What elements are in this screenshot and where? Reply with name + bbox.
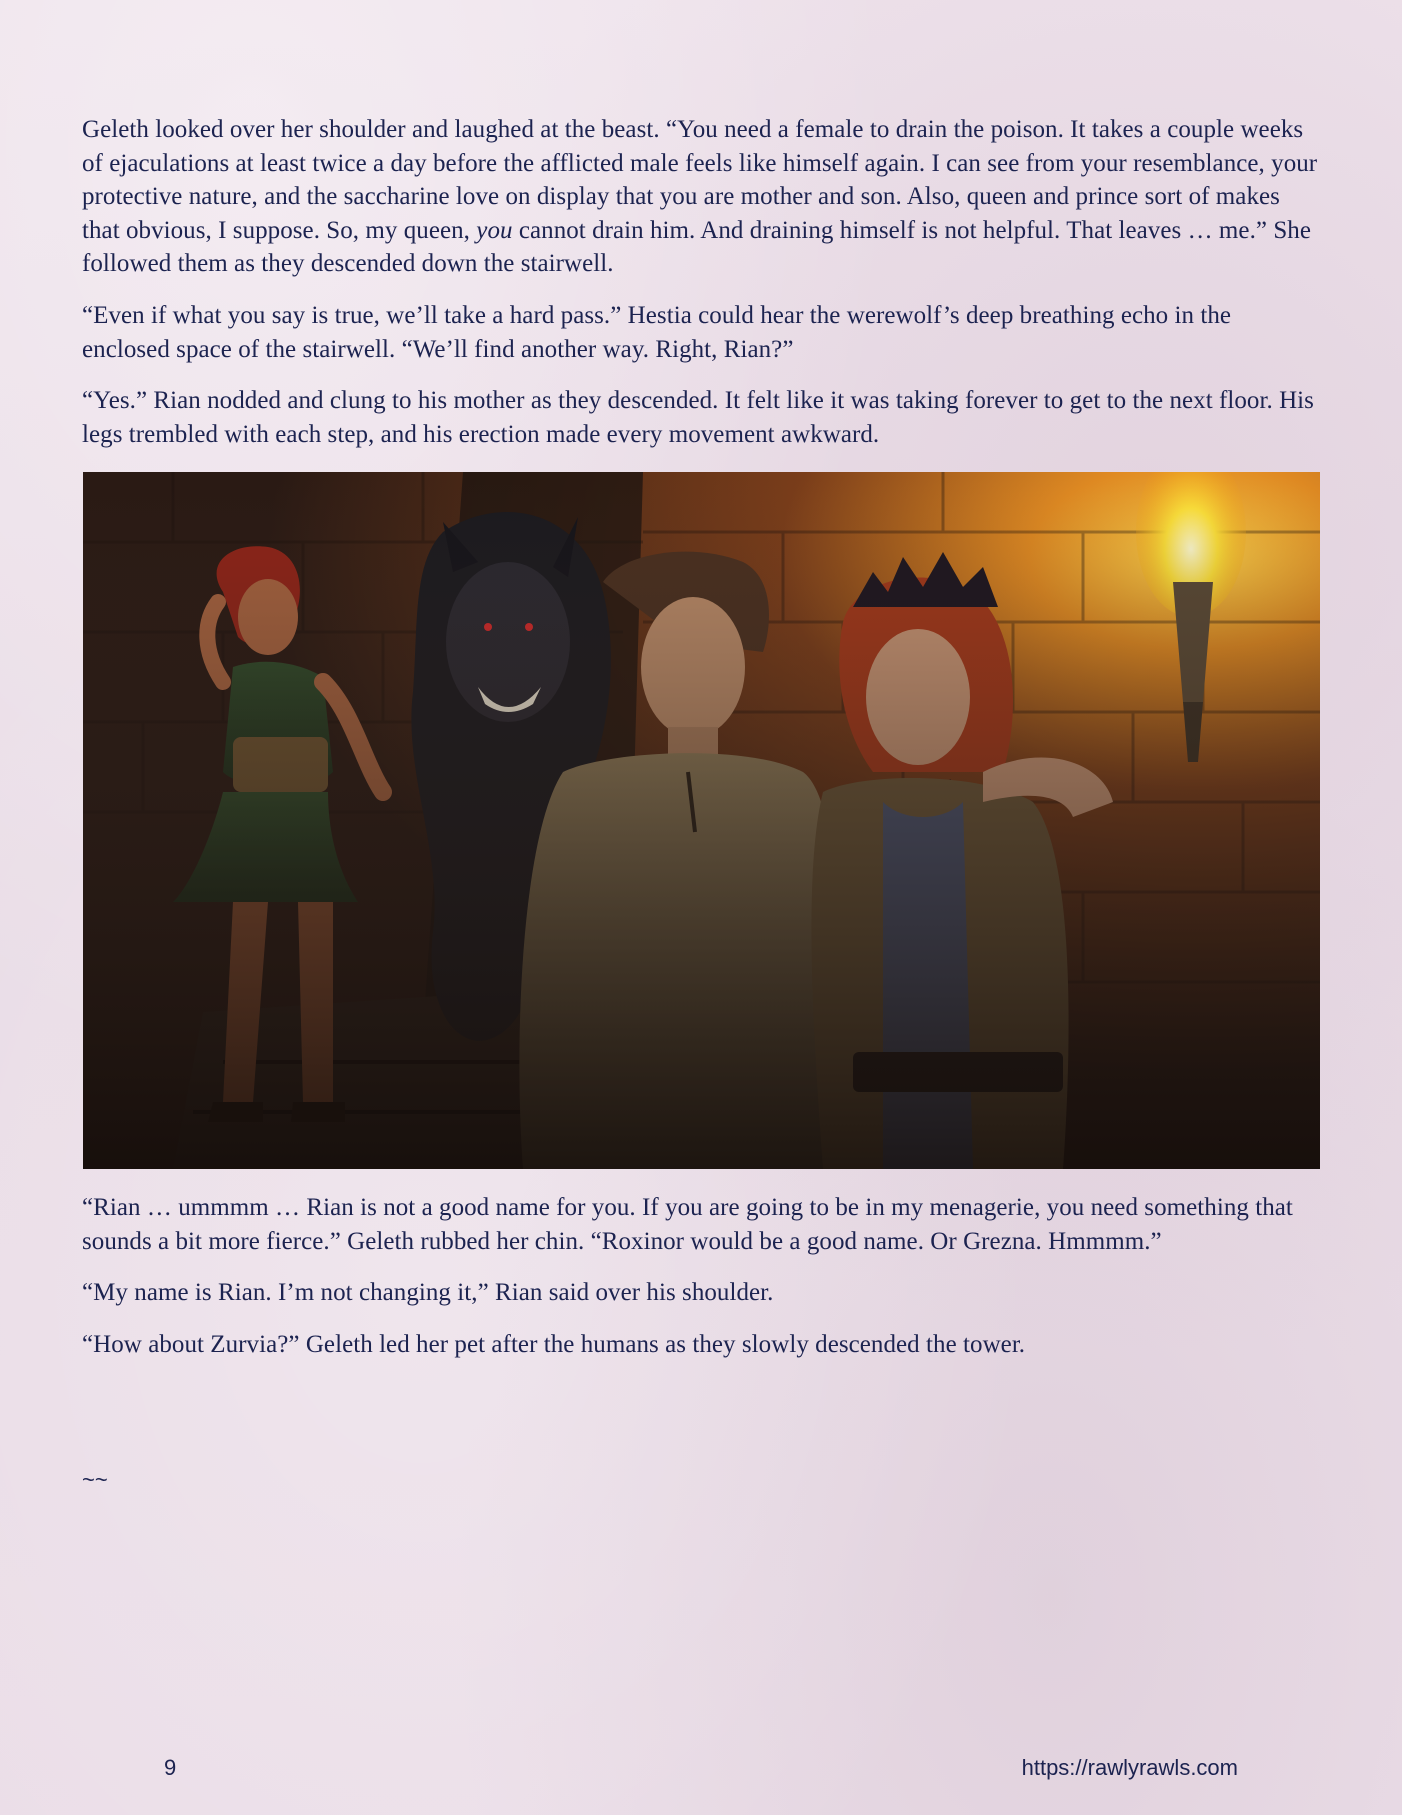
shadow-overlay (83, 472, 1320, 1169)
story-illustration (83, 472, 1320, 1169)
story-text-bottom (82, 1191, 1322, 1361)
site-url-link[interactable]: https://rawlyrawls.com (1021, 1755, 1238, 1780)
paragraph-text: cannot drain him. And draining himself is not helpful. That leaves … me.” She followed them as they descended down the stairwell. (82, 216, 1311, 278)
story-text-top (82, 113, 1322, 451)
scene-separator: ~~ (82, 1467, 108, 1492)
emphasized-word: you (476, 216, 513, 244)
page-number: 9 (164, 1755, 177, 1780)
paragraph-hestia-refuses: “Even if what you say is true, we’ll take a hard pass.” Hestia could hear the werewolf’s deep breathing echo in the enclosed space of the stairwell. “We’ll find another way. Right, Rian?” (82, 301, 1232, 363)
paragraph-text: Geleth looked over her shoulder and laughed at the beast. “You need a female to drain the poison. It takes a couple weeks of ejaculations at least twice a day before the afflicted male feels like himself again. I can see from your resemblance, your protective nature, and the saccharine love on display that you are mother and son. Also, queen and prince sort of makes that obvious, I suppose. So, my queen, (82, 116, 1318, 244)
paragraph-rian-agrees: “Yes.” Rian nodded and clung to his mother as they descended. It felt like it was taking forever to get to the next floor. His legs trembled with each step, and his erection made every movement awkward. (82, 387, 1314, 448)
paragraph-geleth-renames: “Rian … ummmm … Rian is not a good name for you. If you are going to be in my menagerie, you need something that sounds a bit more fierce.” Geleth rubbed her chin. “Roxinor would be a good name. Or Grezna. Hmmmm.” (82, 1194, 1293, 1255)
paragraph-geleth-explains (82, 113, 1322, 281)
paragraph-geleth-suggests: “How about Zurvia?” Geleth led her pet after the humans as they slowly descended the tower. (82, 1330, 1026, 1358)
illustration-artwork (83, 472, 1320, 1169)
paragraph-rian-refuses: “My name is Rian. I’m not changing it,” Rian said over his shoulder. (82, 1279, 774, 1307)
